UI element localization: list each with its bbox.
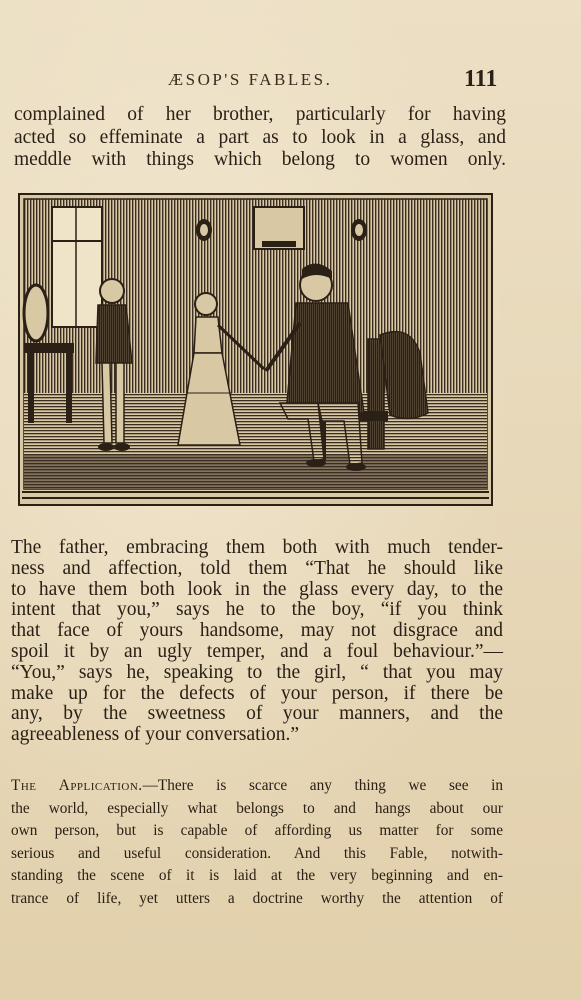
page-header <box>0 66 581 96</box>
running-title: ÆSOP'S FABLES. <box>168 70 333 89</box>
paragraph-2 <box>11 538 503 746</box>
text-line: spoil it by an ugly temper, and a foul behaviour.”— <box>11 640 503 662</box>
text-line: any, by the sweetness of your manners, and the <box>11 703 503 725</box>
text-line: trance of life, yet utters a doctrine worthy the attention of <box>11 889 503 907</box>
text-line: the world, especially what belongs to and hangs about our <box>11 799 503 817</box>
text-line: serious and useful consideration. And this Fable, notwith- <box>11 844 503 862</box>
application-first-line: —There is scarce any thing we see in <box>142 777 503 794</box>
text-line: make up for the defects of your person, if there be <box>11 682 503 704</box>
text-line: own person, but is capable of affording us matter for some <box>11 822 503 840</box>
text-line: that face of yours handsome, may not disgrace and <box>11 620 503 642</box>
text-line: agreeableness of your conversation.” <box>11 724 300 746</box>
woodcut-illustration <box>18 193 493 506</box>
text-line: “You,” says he, speaking to the girl, “ that you may <box>11 661 503 683</box>
text-line: acted so effeminate a part as to look in a glass, and <box>14 126 506 148</box>
text-line: standing the scene of it is laid at the very beginning and en- <box>11 867 503 885</box>
text-line <box>11 775 503 798</box>
text-line: to have them both look in the glass every day, to the <box>11 578 503 600</box>
text-line: complained of her brother, particularly for having <box>14 104 506 125</box>
text-line: intent that you,” says he to the boy, “if you think <box>11 599 503 621</box>
application-heading: The Application. <box>11 777 143 794</box>
application-paragraph <box>11 775 503 911</box>
page-number: 111 <box>464 66 498 92</box>
text-line: ness and affection, told them “That he should like <box>11 557 503 579</box>
text-line: The father, embracing them both with much tender- <box>11 537 503 558</box>
text-line: meddle with things which belong to women only. <box>14 149 506 170</box>
paragraph-1 <box>14 104 506 172</box>
